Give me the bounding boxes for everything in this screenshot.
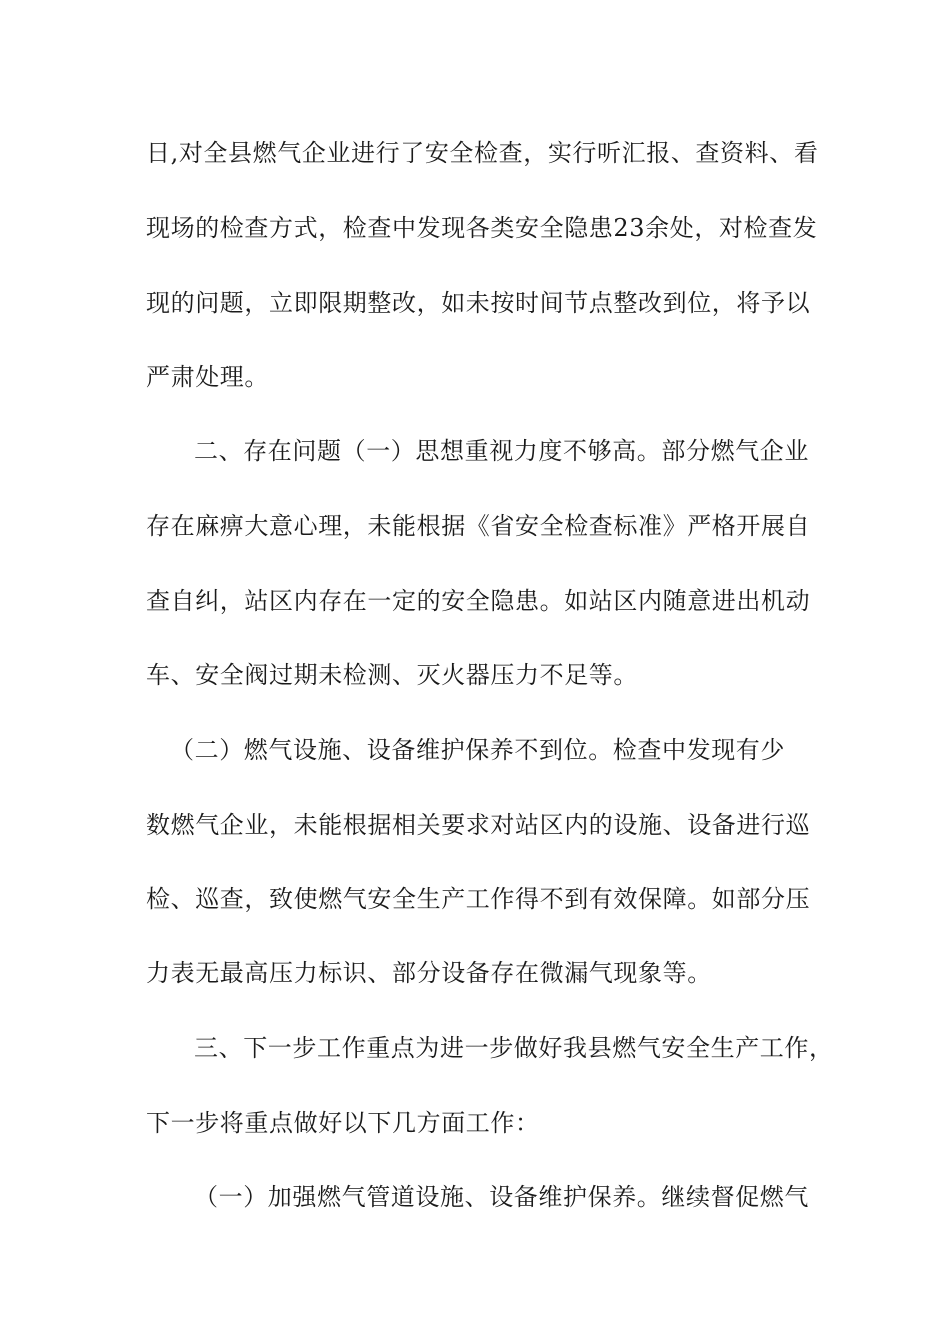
text-line: 三、下一步工作重点为进一步做好我县燃气安全生产工作， [194,1034,834,1062]
text-line: 检、巡查，致使燃气安全生产工作得不到有效保障。如部分压 [146,885,811,913]
text-line: （二）燃气设施、设备维护保养不到位。检查中发现有少 [170,736,785,764]
text-line: 存在麻痹大意心理，未能根据《省安全检查标准》严格开展自 [146,512,811,540]
text-line: 数燃气企业，未能根据相关要求对站区内的设施、设备进行巡 [146,811,811,839]
text-line: 力表无最高压力标识、部分设备存在微漏气现象等。 [146,959,712,987]
text-line: 现的问题，立即限期整改，如未按时间节点整改到位，将予以 [146,289,811,317]
text-line: 车、安全阀过期未检测、灭火器压力不足等。 [146,661,638,689]
text-line: 查自纠，站区内存在一定的安全隐患。如站区内随意进出机动 [146,587,811,615]
text-line: 下一步将重点做好以下几方面工作： [146,1109,540,1137]
text-line: （一）加强燃气管道设施、设备维护保养。继续督促燃气 [194,1183,809,1211]
text-line: 现场的检查方式，检查中发现各类安全隐患23余处，对检查发 [146,214,818,242]
text-line: 二、存在问题（一）思想重视力度不够高。部分燃气企业 [194,437,809,465]
text-line: 日,对全县燃气企业进行了安全检查，实行听汇报、查资料、看 [146,139,819,167]
text-line: 严肃处理。 [146,363,269,391]
